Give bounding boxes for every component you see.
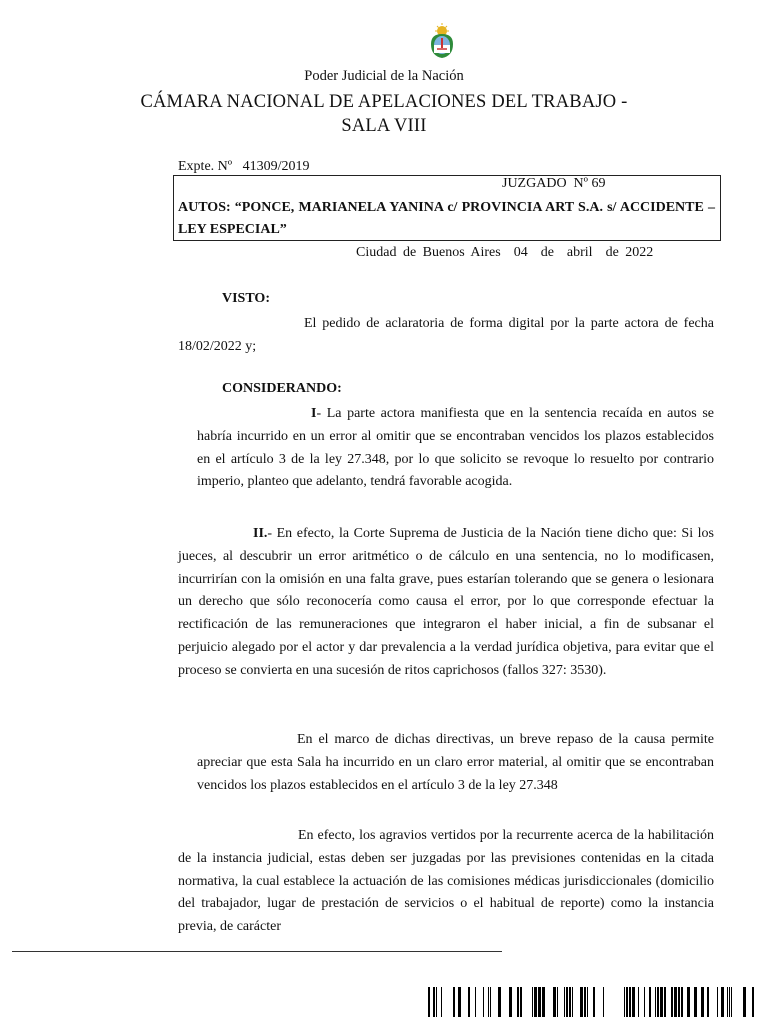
paragraph-1-text: - La parte actora manifiesta que en la sentencia recaída en autos se habría incurrido en un error al omitir que se encontraban vencidos los plazos establecidos en el artículo 3 de la ley 27.348, por lo que solicito se revoque lo resuelto por contrario imperio, planteo que adelanto, tendrá favorable acogida. xyxy=(197,406,714,490)
paragraph-2-text: - En efecto, la Corte Suprema de Justicia de la Nación tiene dicho que: Si los jueces, al descubrir un error aritmético o de cálculo en una sentencia, no lo modificasen, incurrirían con la omisión en una falta grave, pues estarían tolerando que se genera o lesionara un derecho que sólo reconocería como causa el error, por lo que corresponde efectuar la rectificación de las remuneraciones que integraron el haber inicial, a fin de subsanar el perjuicio alegado por el actor y dar prevalencia a la verdad jurídica objetiva, para evitar que el proceso se convierta en una sucesión de ritos caprichosos (fallos 327: 3530). xyxy=(178,526,714,678)
chamber-title-line2: SALA VIII xyxy=(341,116,427,136)
coat-of-arms-seal xyxy=(427,22,457,62)
visto-heading: VISTO: xyxy=(222,291,270,306)
case-file-number: Expte. Nº 41309/2019 xyxy=(178,159,310,174)
considerando-paragraph-4: En efecto, los agravios vertidos por la recurrente acerca de la habilitación de la instancia judicial, estas deben ser juzgadas por las previsiones contenidas en la citada normativa, la cual establece la actuación de las comisiones médicas jurisdiccionales (domicilio del trabajador, lugar de prestación de servicios o el habitual de reporte) como la instancia previa, de carácter xyxy=(178,828,714,935)
paragraph-marker-1: I xyxy=(311,406,317,421)
considerando-paragraph-3: En el marco de dichas directivas, un breve repaso de la causa permite apreciar que esta Sala ha incurrido en un claro error material, al omitir que se encontraban vencidos los plazos establecidos en el artículo 3 de la ley 27.348 xyxy=(197,732,714,793)
footer-divider xyxy=(12,951,502,952)
chamber-title xyxy=(0,90,768,138)
document-date: Ciudad de Buenos Aires 04 de abril de 2022 xyxy=(356,245,654,260)
court-number: JUZGADO Nº 69 xyxy=(502,176,606,191)
visto-paragraph: El pedido de aclaratoria de forma digital por la parte actora de fecha 18/02/2022 y; xyxy=(178,316,714,354)
case-caption: AUTOS: “PONCE, MARIANELA YANINA c/ PROVINCIA ART S.A. s/ ACCIDENTE – LEY ESPECIAL” xyxy=(178,200,715,237)
document-barcode xyxy=(428,987,758,1017)
considerando-paragraph-2 xyxy=(178,523,714,683)
considerando-paragraph-1 xyxy=(197,403,714,494)
organization-name: Poder Judicial de la Nación xyxy=(304,68,464,84)
considerando-heading: CONSIDERANDO: xyxy=(222,381,342,396)
paragraph-marker-2: II. xyxy=(253,526,268,541)
chamber-title-line1: CÁMARA NACIONAL DE APELACIONES DEL TRABAJO - xyxy=(140,92,628,112)
